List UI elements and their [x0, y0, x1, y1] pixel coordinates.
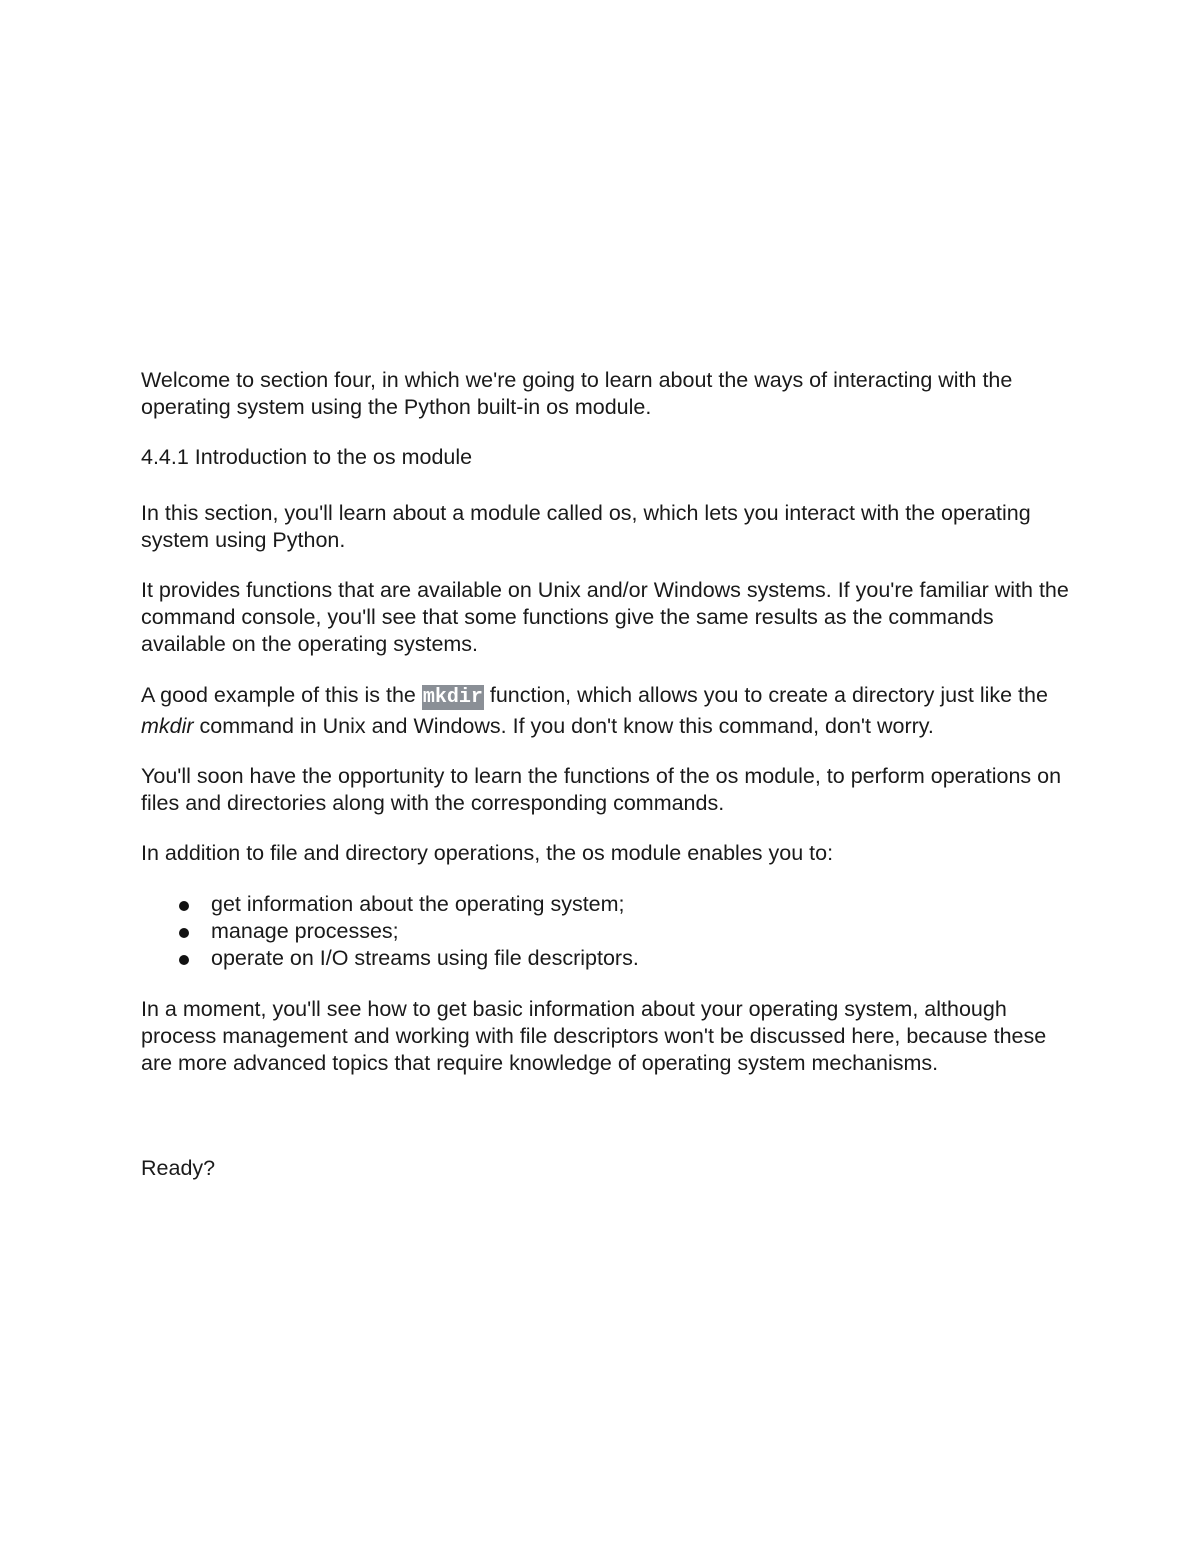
list-item-text: operate on I/O streams using file descriptors. — [211, 946, 639, 970]
paragraph-os-overview — [141, 500, 1071, 554]
para1-text-1: In this section, you'll learn about a module called — [141, 501, 609, 525]
paragraph-mkdir-example — [141, 681, 1071, 740]
paragraph-moment: In a moment, you'll see how to get basic information about your operating system, although process management and working with file descriptors won't be discussed here, because these are more advanced topics that require knowledge of operating system mechanisms. — [141, 997, 1047, 1075]
intro-paragraph — [141, 367, 1071, 421]
para3-text-1: A good example of this is the — [141, 683, 422, 707]
section-heading — [141, 444, 1071, 471]
document-body — [141, 367, 1071, 1182]
paragraph-functions: It provides functions that are available on Unix and/or Windows systems. If you're familiar with the command console, you'll see that some functions give the same results as the commands available on the operating systems. — [141, 578, 1069, 656]
list-item-text: get information about the operating system; — [211, 892, 625, 916]
list-item — [141, 891, 1071, 918]
para1-os-module-name: os — [608, 501, 632, 525]
para3-text-3: command in Unix and Windows. If you don't know this command, don't worry. — [193, 714, 934, 738]
intro-text-1: Welcome to section four, in which we're going to learn about the ways of interacting with the operating system using the Python built-in — [141, 368, 1013, 419]
list-item — [141, 918, 1071, 945]
para5-text-2: module enables you to: — [604, 841, 834, 865]
closing-question: Ready? — [141, 1156, 216, 1180]
bullet-icon — [179, 928, 189, 938]
heading-text-1: 4.4.1 Introduction to the — [141, 445, 373, 469]
mkdir-code-chip: mkdir — [422, 686, 483, 709]
bullet-icon — [179, 955, 189, 965]
mkdir-command-italic: mkdir — [141, 714, 194, 738]
para4-os-module-name: os — [715, 764, 739, 788]
para4-text-1: You'll soon have the opportunity to learn the functions of the — [141, 764, 716, 788]
heading-text-2: module — [395, 445, 473, 469]
intro-text-2: module. — [568, 395, 652, 419]
list-item — [141, 945, 1071, 972]
para3-text-2: function, which allows you to create a directory just like the — [483, 683, 1048, 707]
capabilities-list — [141, 891, 1071, 972]
para1-text-2: , which lets you interact with the operating system using Python. — [141, 501, 1031, 552]
paragraph-capabilities-lead — [141, 840, 1071, 867]
os-module-name: os — [546, 395, 569, 419]
paragraph-opportunity — [141, 763, 1071, 817]
heading-os-module-name: os — [372, 445, 396, 469]
list-item-text: manage processes; — [211, 919, 399, 943]
para4-text-2: module, to perform operations on files and directories along with the corresponding commands. — [141, 764, 1062, 815]
para5-text-1: In addition to file and directory operations, the — [141, 841, 583, 865]
para5-os-module-name: os — [582, 841, 605, 865]
bullet-icon — [179, 901, 189, 911]
